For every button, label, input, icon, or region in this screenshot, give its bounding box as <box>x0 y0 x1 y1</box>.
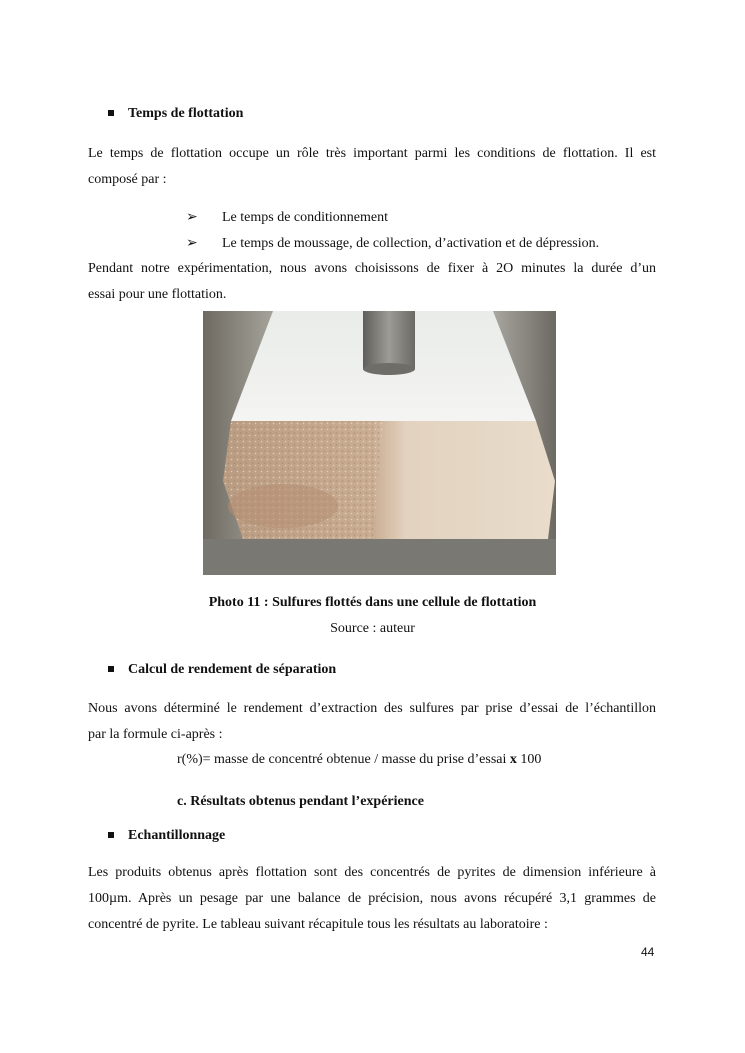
paragraph-line: concentré de pyrite. Le tableau suivant récapitule tous les résultats au laboratoire : <box>88 917 548 932</box>
paragraph-line: composé par : <box>88 172 167 187</box>
page-number: 44 <box>641 945 655 959</box>
paragraph-temps <box>88 141 656 193</box>
formula-text: r(%)= masse de concentré obtenue / masse du prise d’essai <box>177 752 507 767</box>
heading-text: Temps de flottation <box>128 106 244 121</box>
photo-source: Source : auteur <box>330 621 415 636</box>
list-item-text: Le temps de moussage, de collection, d’activation et de dépression. <box>222 236 600 251</box>
paragraph-line: par la formule ci-après : <box>88 727 223 742</box>
heading-echantillonnage <box>108 828 225 844</box>
formula-factor: 100 <box>520 752 542 767</box>
paragraph-line: essai pour une flottation. <box>88 287 227 302</box>
formula-multiply: x <box>509 752 517 767</box>
square-bullet-icon <box>108 666 114 672</box>
cell-bottom <box>203 539 556 575</box>
list-item-text: Le temps de conditionnement <box>222 210 389 225</box>
heading-temps-flottation <box>108 106 243 122</box>
paragraph-echantillonnage <box>88 860 656 938</box>
list-item <box>186 209 388 226</box>
paragraph-line: Pendant notre expérimentation, nous avons choisissons de fixer à 2O minutes la durée d’un <box>88 261 656 276</box>
heading-calcul-rendement <box>108 662 336 678</box>
formula <box>177 752 541 768</box>
subsection-heading-resultats: c. Résultats obtenus pendant l’expérience <box>177 794 424 809</box>
arrow-bullet-icon: ➢ <box>186 236 198 251</box>
photo-flotation-cell <box>203 311 556 575</box>
paragraph-experimentation <box>88 256 656 308</box>
list-item <box>186 235 599 252</box>
square-bullet-icon <box>108 832 114 838</box>
heading-text: Echantillonnage <box>128 828 226 843</box>
paragraph-line: Nous avons déterminé le rendement d’extraction des sulfures par prise d’essai de l’échantillon <box>88 701 656 716</box>
paragraph-line: Les produits obtenus après flottation sont des concentrés de pyrites de dimension inférieure à <box>88 865 656 880</box>
arrow-bullet-icon: ➢ <box>186 210 198 225</box>
paragraph-line: 100µm. Après un pesage par une balance de précision, nous avons récupéré 3,1 grammes de <box>88 891 656 906</box>
paragraph-rendement <box>88 696 656 748</box>
photo-caption: Photo 11 : Sulfures flottés dans une cellule de flottation <box>208 595 537 610</box>
agitator-pipe <box>363 311 415 369</box>
heading-text: Calcul de rendement de séparation <box>128 662 337 677</box>
square-bullet-icon <box>108 110 114 116</box>
paragraph-line: Le temps de flottation occupe un rôle très important parmi les conditions de flottation. Il est <box>88 146 656 161</box>
